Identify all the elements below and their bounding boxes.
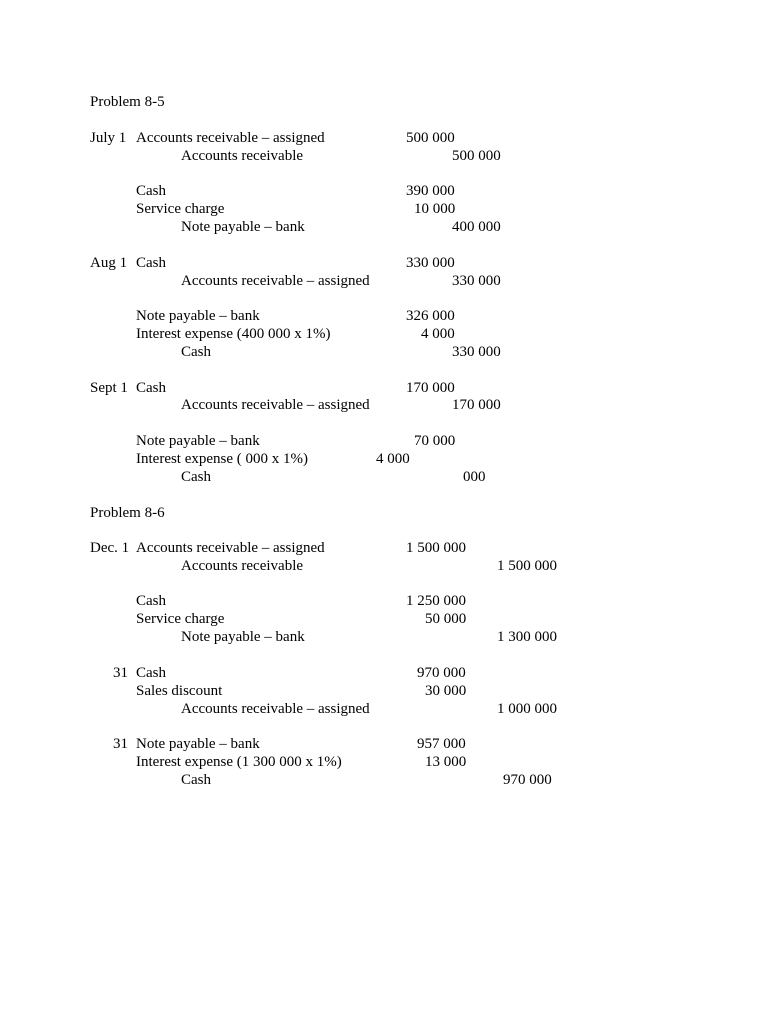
debit-account: Service charge <box>136 201 225 217</box>
credit-account: Accounts receivable – assigned <box>181 397 370 413</box>
debit-account: Cash <box>136 665 166 681</box>
entry-date: Dec. 1 <box>90 540 130 556</box>
credit-account: Note payable – bank <box>181 629 305 645</box>
debit-amount: 1 500 000 <box>406 540 466 556</box>
credit-amount: 170 000 <box>452 397 501 413</box>
credit-amount: 500 000 <box>452 148 501 164</box>
debit-account: Accounts receivable – assigned <box>136 540 325 556</box>
credit-account: Accounts receivable – assigned <box>181 701 370 717</box>
debit-amount: 326 000 <box>406 308 455 324</box>
credit-amount: 1 300 000 <box>497 629 557 645</box>
debit-account: Accounts receivable – assigned <box>136 130 325 146</box>
debit-amount: 390 000 <box>406 183 455 199</box>
debit-amount: 10 000 <box>414 201 456 217</box>
entry-date: Sept 1 <box>90 380 128 396</box>
debit-amount: 13 000 <box>425 754 467 770</box>
debit-amount: 970 000 <box>417 665 466 681</box>
debit-account: Service charge <box>136 611 225 627</box>
debit-account: Note payable – bank <box>136 433 260 449</box>
entry-date: July 1 <box>90 130 127 146</box>
credit-account: Cash <box>181 772 211 788</box>
debit-account: Sales discount <box>136 683 223 699</box>
credit-amount: 330 000 <box>452 344 501 360</box>
debit-account: Cash <box>136 255 166 271</box>
debit-account: Cash <box>136 593 166 609</box>
credit-amount: 000 <box>463 469 486 485</box>
credit-account: Cash <box>181 469 211 485</box>
debit-account: Interest expense (1 300 000 x 1%) <box>136 754 342 770</box>
debit-account: Note payable – bank <box>136 736 260 752</box>
credit-account: Accounts receivable – assigned <box>181 273 370 289</box>
credit-amount: 1 000 000 <box>497 701 557 717</box>
credit-amount: 400 000 <box>452 219 501 235</box>
debit-amount: 4 000 <box>421 326 455 342</box>
debit-amount: 1 250 000 <box>406 593 466 609</box>
entry-date: 31 <box>113 736 128 752</box>
debit-account: Interest expense (400 000 x 1%) <box>136 326 331 342</box>
credit-account: Note payable – bank <box>181 219 305 235</box>
entry-date: Aug 1 <box>90 255 128 271</box>
credit-amount: 970 000 <box>503 772 552 788</box>
credit-account: Accounts receivable <box>181 558 304 574</box>
debit-account: Cash <box>136 183 166 199</box>
debit-account: Interest expense ( 000 x 1%) <box>136 451 309 467</box>
debit-amount: 957 000 <box>417 736 466 752</box>
credit-amount: 1 500 000 <box>497 558 557 574</box>
credit-account: Cash <box>181 344 211 360</box>
debit-amount: 500 000 <box>406 130 455 146</box>
entry-date: 31 <box>113 665 128 681</box>
debit-amount: 170 000 <box>406 380 455 396</box>
debit-account: Note payable – bank <box>136 308 260 324</box>
debit-amount: 50 000 <box>425 611 467 627</box>
debit-amount: 70 000 <box>414 433 456 449</box>
debit-amount: 4 000 <box>376 451 410 467</box>
debit-amount: 330 000 <box>406 255 455 271</box>
problem-8-6-title: Problem 8-6 <box>90 505 165 521</box>
credit-amount: 330 000 <box>452 273 501 289</box>
credit-account: Accounts receivable <box>181 148 304 164</box>
debit-account: Cash <box>136 380 166 396</box>
problem-8-5-title: Problem 8-5 <box>90 94 165 110</box>
debit-amount: 30 000 <box>425 683 467 699</box>
